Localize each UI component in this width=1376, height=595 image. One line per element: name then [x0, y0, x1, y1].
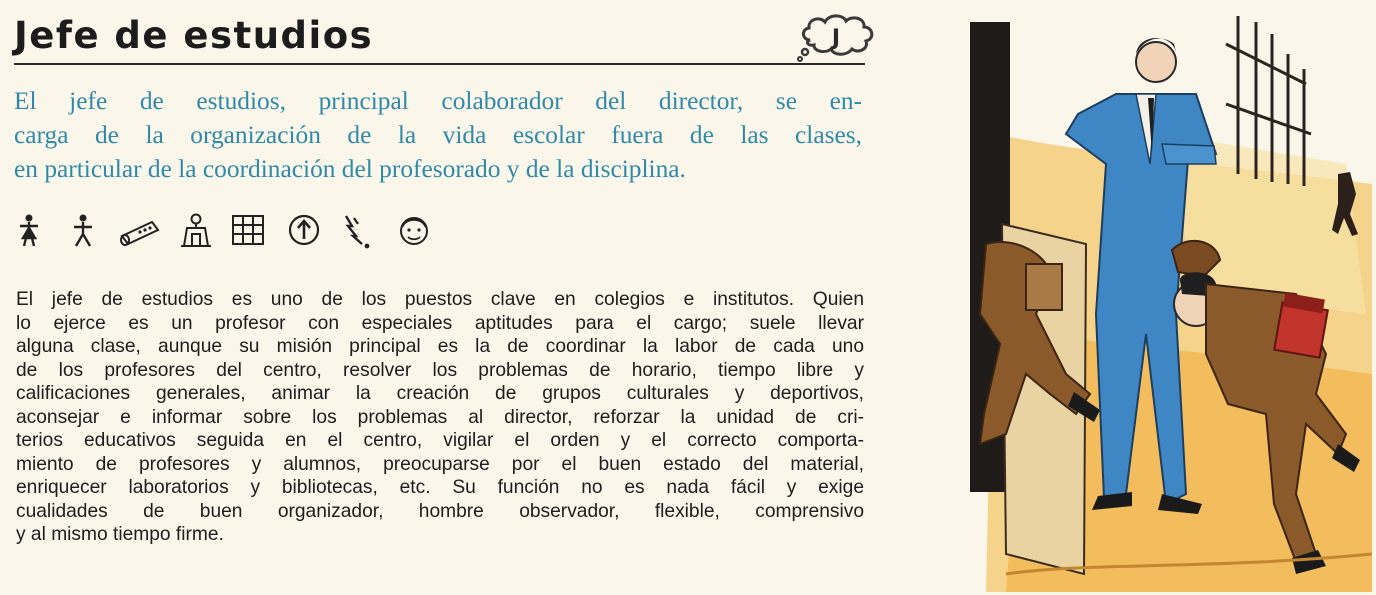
woman-figure-icon	[16, 212, 42, 248]
title-rule	[14, 63, 865, 65]
body-line: cualidades de buen organizador, hombre observador, flexible, comprensivo	[16, 500, 864, 522]
illustration-teacher-and-students	[966, 14, 1372, 592]
body-line: y al mismo tiempo firme.	[16, 524, 224, 545]
category-icon-row	[14, 212, 444, 252]
thought-bubble-logo-icon	[796, 12, 878, 64]
body-line: El jefe de estudios es uno de los puestos clave en colegios e institutos. Quien	[16, 289, 864, 310]
body-paragraph	[16, 288, 864, 547]
body-line: terios educativos seguida en el centro, vigilar el orden y el correcto comporta-	[16, 430, 864, 451]
lead-line: El jefe de estudios, principal colaborador del director, se en-	[14, 87, 862, 115]
face-icon	[396, 212, 432, 250]
up-arrow-circle-icon	[286, 212, 322, 248]
page-title: Jefe de estudios	[14, 14, 374, 57]
body-line: lo ejerce es un profesor con especiales aptitudes para el cargo; suele llevar	[16, 312, 864, 334]
diploma-scroll-icon	[118, 212, 162, 248]
body-line: alguna clase, aunque su misión principal es la de coordinar la labor de cada uno	[16, 336, 864, 357]
lead-line: carga de la organización de la vida escolar fuera de las clases,	[14, 121, 862, 149]
body-line: de los profesores del centro, resolver los problemas de horario, tiempo libre y	[16, 359, 864, 381]
building-icon	[178, 212, 214, 248]
logo-letter: J	[831, 26, 841, 51]
lead-paragraph	[14, 84, 862, 186]
body-line: enriquecer laboratorios y bibliotecas, etc. Su función no es nada fácil y exige	[16, 477, 864, 498]
lead-line: en particular de la coordinación del profesorado y de la disciplina.	[14, 155, 686, 183]
grid-icon	[230, 212, 266, 248]
body-line: calificaciones generales, animar la creación de grupos culturales y deportivos,	[16, 383, 864, 404]
body-line: aconsejar e informar sobre los problemas al director, reforzar la unidad de cri-	[16, 406, 864, 428]
man-figure-icon	[70, 212, 96, 248]
lightning-icon	[340, 212, 376, 250]
body-line: miento de profesores y alumnos, preocuparse por el buen estado del material,	[16, 453, 864, 475]
